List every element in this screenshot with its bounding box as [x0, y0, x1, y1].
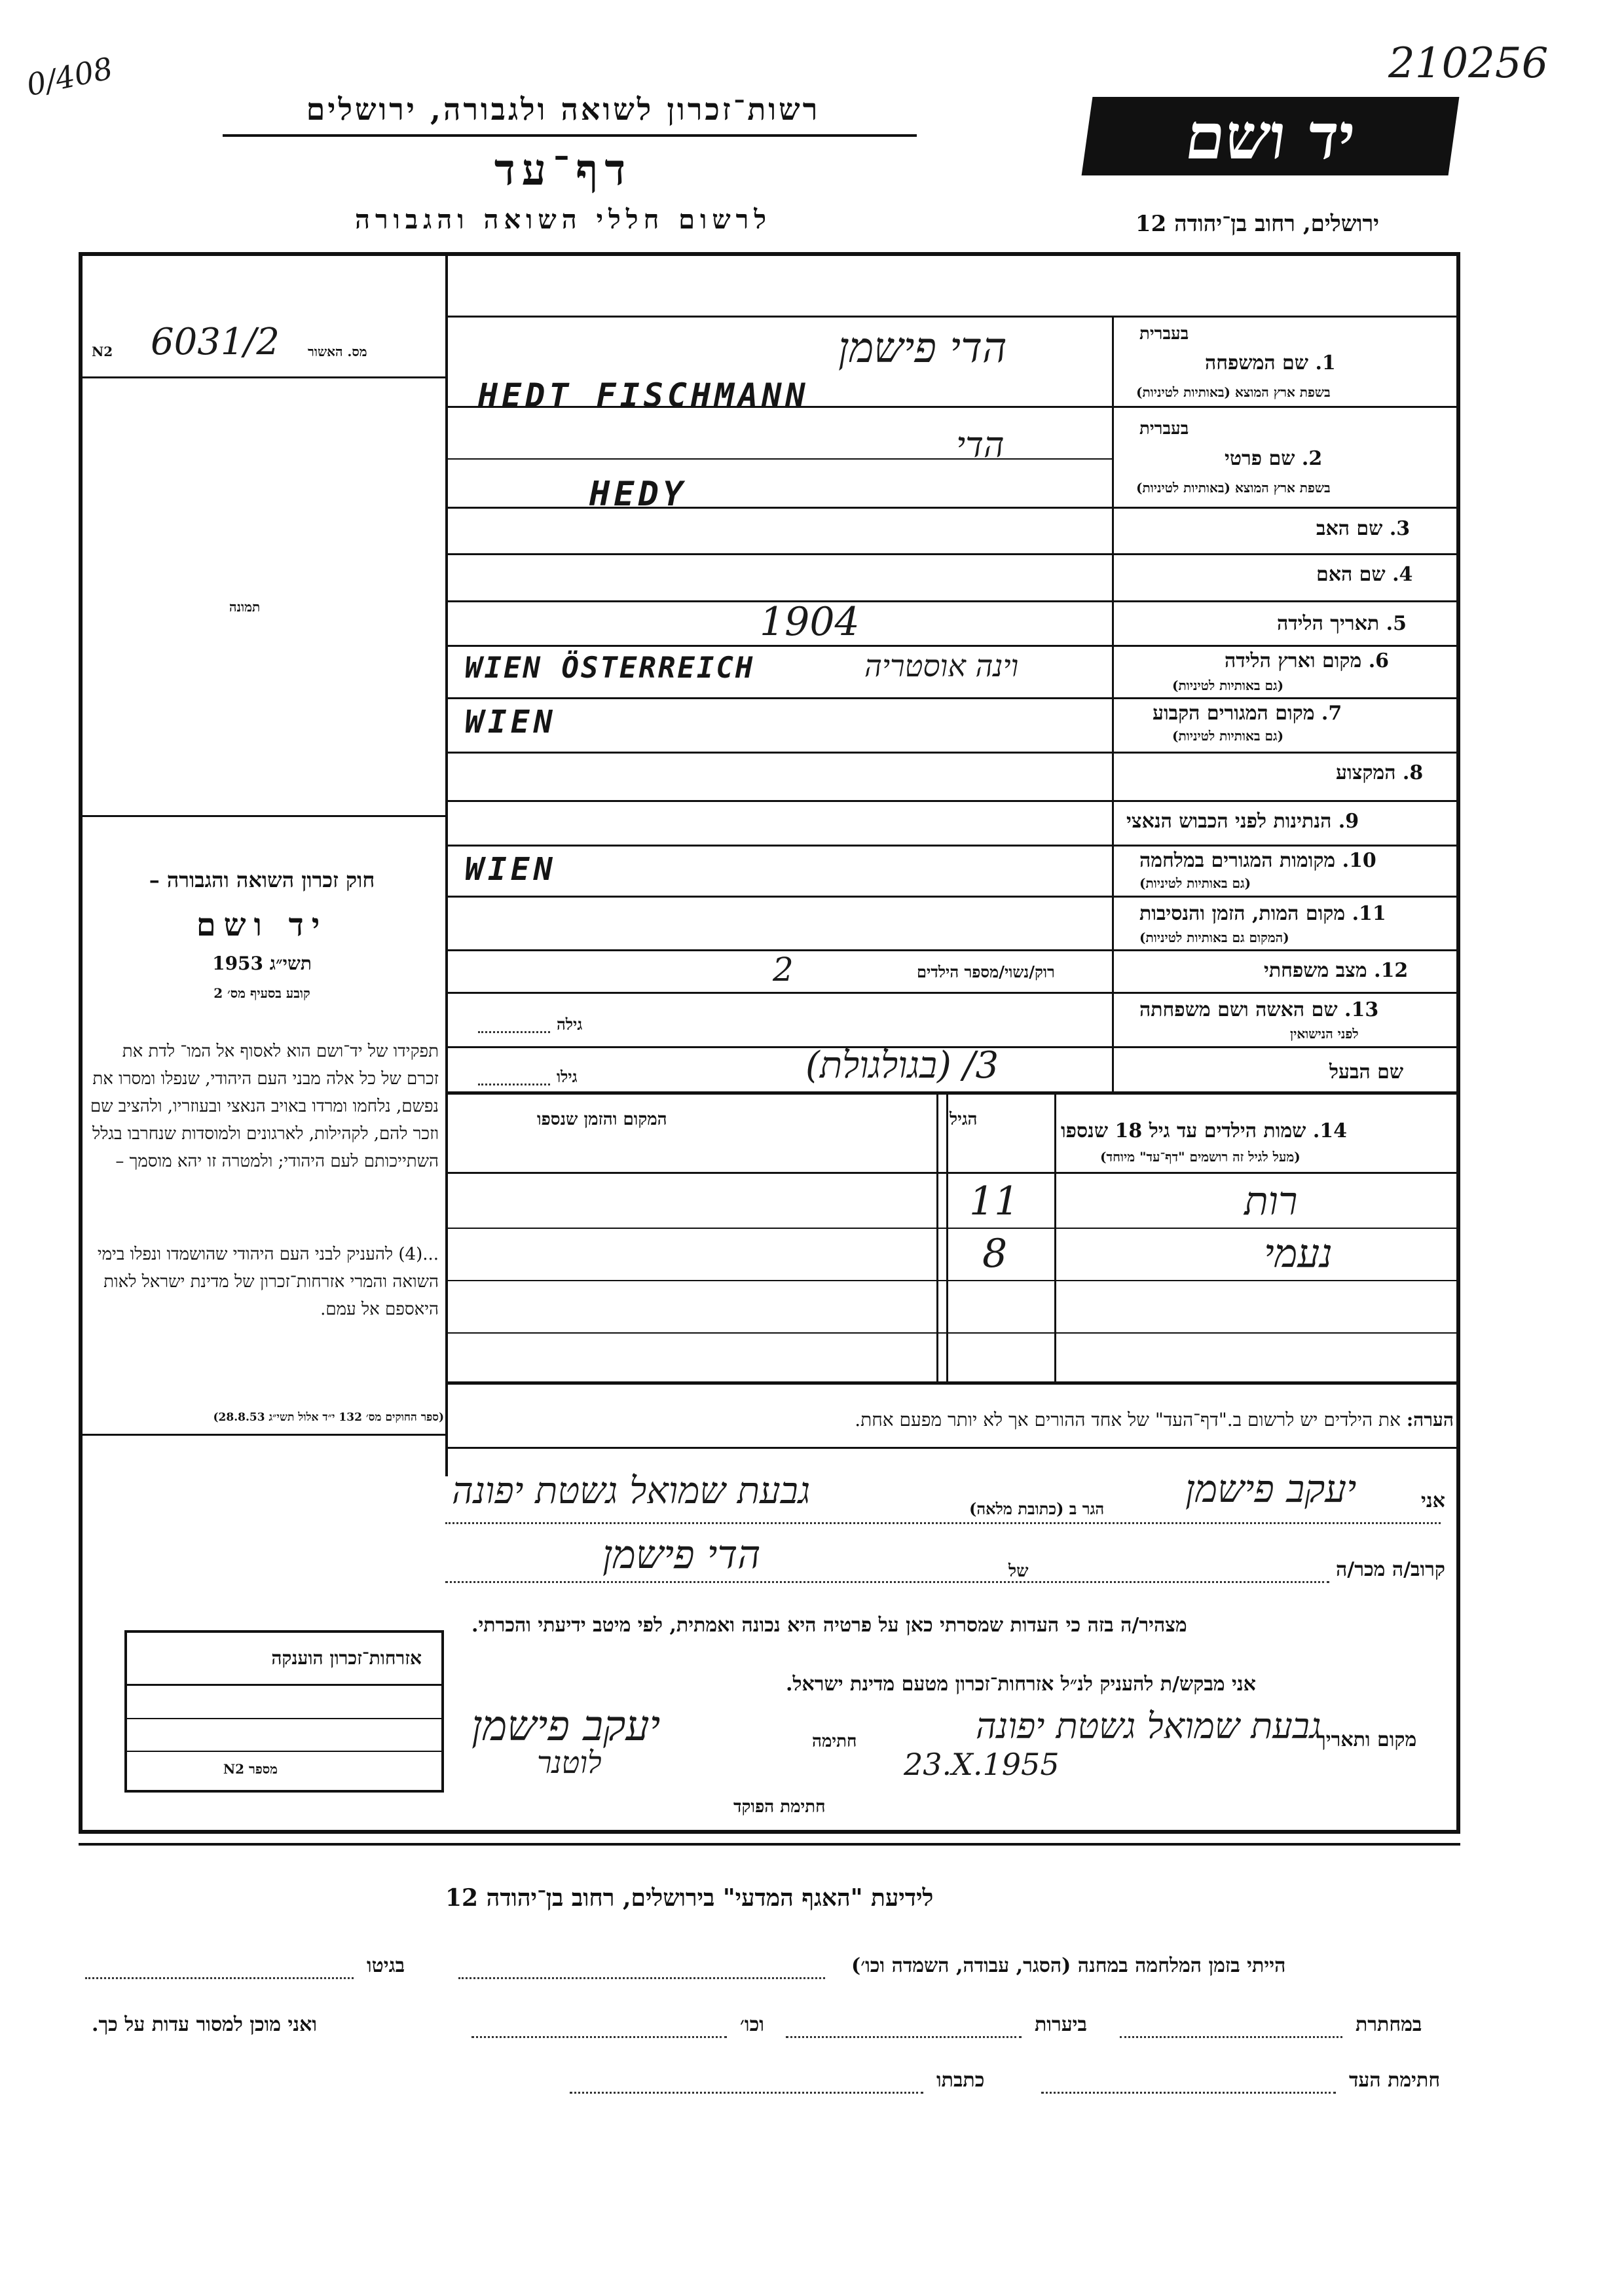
decl-line-2: אני מבקש/ת להעניק לנ״ל אזרחות־זכרון מטעם מדינת ישראל. — [786, 1673, 1256, 1696]
law-title: חוק זכרון השואה והגבורה – — [149, 867, 375, 892]
f7-sub: (גם באותיות לטיניות) — [1172, 728, 1284, 744]
field-residence: 7. מקום המגורים הקבוע — [1153, 702, 1342, 725]
birth-year: 1904 — [760, 599, 860, 645]
residence: WIEN — [465, 704, 557, 740]
field-birthplace: 6. מקום וארץ הלידה — [1225, 649, 1390, 672]
decl-official-label: חתימת הפוקד — [733, 1797, 826, 1817]
field-profession: 8. המקצוע — [1336, 761, 1424, 784]
approval-number: 6031/2 — [151, 321, 280, 363]
footer-ghetto: בגיטו — [367, 1954, 405, 1977]
address: ירושלים, רחוב בן־יהודה 12 — [1135, 211, 1380, 237]
field-children: 14. שמות הילדים עד גיל 18 שנספו — [1061, 1120, 1348, 1142]
footer-ready: ואני מוכן למסור עדות על כך. — [92, 2013, 318, 2036]
given-hebrew: הדי — [956, 424, 1005, 465]
field-wife: 13. שם האשה ושם משפחתה — [1139, 998, 1379, 1021]
f10-sub: (גם באותיות לטיניות) — [1139, 875, 1251, 891]
yad-vashem-logo: יד ושם — [1082, 97, 1460, 175]
decl-place-date: מקום ותאריך — [1316, 1728, 1417, 1751]
note: הערה: את הילדים יש לרשום ב."דף־העד" של אחד ההורים אך לא יותר מפעם אחת. — [855, 1409, 1454, 1430]
f14-sub: (מעל לגיל זה רושמים "דף־עד" מיוחד) — [1100, 1149, 1301, 1165]
field-given: 2. שם פרטי — [1225, 447, 1323, 470]
memorial-no: מספר N2 — [223, 1761, 278, 1777]
wife-age-label: גילה — [557, 1015, 583, 1034]
husband-age-label: גילו — [557, 1067, 578, 1086]
footer-forests: ביערות — [1035, 2013, 1088, 2036]
form-title: דף־עד — [494, 144, 633, 195]
child-2-age: 8 — [982, 1231, 1008, 1277]
footer-etc: וכו׳ — [740, 2013, 764, 2036]
col-age: הגיל — [950, 1110, 978, 1129]
field-birthdate: 5. תאריך הלידה — [1277, 612, 1407, 635]
decl-resident: הגר ב (כתובת מלאה) — [969, 1499, 1105, 1518]
decl-of: של — [1008, 1561, 1029, 1581]
footer-address: כתבתו — [936, 2069, 985, 2092]
footer-camp: הייתי בזמן המלחמה במחנה (הסגר, עבודה, השמדה וכו׳) — [851, 1954, 1286, 1977]
f2-sub: בשפת ארץ המוצא (באותיות לטיניות) — [1136, 480, 1331, 496]
f11-sub: (המקום גם באותיות לטיניות) — [1139, 930, 1289, 945]
memorial-box — [124, 1630, 444, 1793]
f6-sub: (גם באותיות לטיניות) — [1172, 678, 1284, 693]
approval-label: מס. האשור — [308, 344, 367, 359]
war-residence: WIEN — [465, 851, 557, 888]
field-mother: 4. שם האם — [1316, 563, 1413, 586]
official-signature: לוטנר — [537, 1745, 602, 1780]
declarant-address: גבעת שמואל גשטת יפונה — [452, 1470, 811, 1512]
field-surname: 1. שם המשפחה — [1205, 352, 1336, 374]
law-text: תפקידו של יד־ושם הוא לאסוף אל המו־ לדת את זכרם של כל אלה מבני העם היהודי, שנפלו ומסרו את נפשם, נלחמו ומרדו באויב הנאצי ובעוזריו, ולהציב שם וזכר להם, לקהילות, לארגונים ולמוסדות שנחרבו בגלל השתייכותם לעם היהודי; ולמטרה זו יהא מוסמך – — [90, 1042, 439, 1171]
decl-signature-label: חתימה — [812, 1732, 857, 1751]
f13-sub: לפני הנישואין — [1290, 1026, 1359, 1042]
place-value: גבעת שמואל גשטת יפונה — [976, 1705, 1321, 1747]
child-1-name: רות — [1244, 1178, 1298, 1224]
law-name: יד ושם — [196, 907, 328, 943]
decl-line-1: מצהיר/ה בזה כי העדות שמסרתי כאן על פרטיה היא נכונה ואמתית, לפי מיטב ידיעתי והכרתי. — [471, 1614, 1187, 1637]
gazette-ref: (ספר החוקים מס׳ 132 י״ד אלול תשי״ג 28.8.53) — [213, 1411, 444, 1424]
archive-ref-right: 210256 — [1388, 39, 1549, 88]
child-1-age: 11 — [969, 1178, 1020, 1224]
law-clause: קובע בסעיף מס׳ 2 — [213, 985, 310, 1001]
decl-relative: קרוב/ה מכר/ה — [1336, 1558, 1445, 1581]
child-2-name: נעמי — [1264, 1231, 1333, 1277]
marital-options: רוק/נשוי/מספר הילדים — [917, 962, 1055, 981]
birthplace-latin: WIEN ÖSTERREICH — [465, 651, 755, 685]
approval-no-label: N2 — [92, 344, 113, 359]
surname-hebrew: הדי פישמן — [838, 324, 1007, 373]
photo-label: תמונה — [229, 599, 261, 615]
husband-name: 3/ (בגולגולת) — [805, 1044, 999, 1087]
f1-hebrew: בעברית — [1139, 324, 1189, 344]
declarant: יעקב פישמן — [1185, 1467, 1357, 1511]
footer-witness-signature: חתימת העד — [1349, 2069, 1441, 2092]
archive-ref-left: 0/408 — [23, 50, 116, 103]
law-text-2: ...(4) להעניק לבני העם היהודי שהושמדו ונפלו בימי השואה והמרי אזרחות־זכרון של מדינת ישראל לאות היאספם אל עמם. — [97, 1245, 439, 1319]
signature: יעקב פישמן — [471, 1702, 661, 1751]
field-war-residence: 10. מקומות המגורים במלחמה — [1139, 849, 1376, 872]
field-father: 3. שם האב — [1316, 517, 1411, 540]
footer-title: לידיעת "האגף המדעי" בירושלים, רחוב בן־יהודה 12 — [445, 1884, 934, 1912]
form-subtitle: לרשום חללי השואה והגבורה — [354, 204, 772, 235]
field-husband: שם הבעל — [1329, 1061, 1404, 1084]
f1-sub: בשפת ארץ המוצא (באותיות לטיניות) — [1136, 384, 1331, 400]
decl-ani: אני — [1421, 1489, 1445, 1512]
memorial-box-title: אזרחות־זכרון הוענקה — [271, 1647, 422, 1669]
given-latin: HEDY — [589, 475, 688, 514]
date-value: 23.X.1955 — [904, 1747, 1060, 1782]
field-death: 11. מקום המות, הזמן והנסיבות — [1139, 902, 1386, 925]
law-year: תשי״ג 1953 — [212, 953, 312, 974]
field-nationality: 9. הנתינות לפני הכבוש הנאצי — [1126, 810, 1359, 833]
footer-underground: במחתרת — [1356, 2013, 1422, 2036]
authority-name: רשות־זכרון לשואה ולגבורה, ירושלים — [306, 92, 821, 127]
surname-latin: HEDT FISCHMANN — [478, 376, 809, 414]
col-place: המקום והזמן שנספו — [537, 1110, 667, 1129]
f2-hebrew: בעברית — [1139, 419, 1189, 439]
deceased-name: הדי פישמן — [602, 1532, 761, 1578]
children-count: 2 — [773, 951, 794, 989]
birthplace-hebrew: וינה אוסטריה — [864, 648, 1019, 683]
field-marital: 12. מצב משפחתי — [1264, 959, 1409, 982]
